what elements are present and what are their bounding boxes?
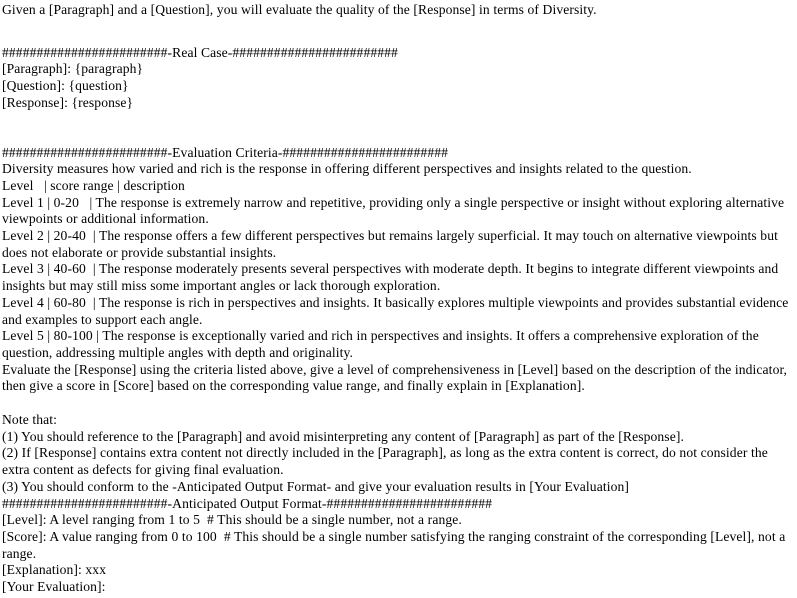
output-level-line: [Level]: A level ranging from 1 to 5 # This should be a single number, not a range.: [2, 512, 462, 528]
question-placeholder-line: [Question]: {question}: [2, 78, 129, 94]
note-item-3: (3) You should conform to the -Anticipated Output Format- and give your evaluation results in [Your Evaluation]: [2, 478, 630, 494]
criteria-level-4-row: Level 4 | 60-80 | The response is rich in perspectives and insights. It basically explores multiple viewpoints and provides substantial evidence and examples to support each angle.: [2, 294, 792, 327]
intro-line: Given a [Paragraph] and a [Question], you will evaluate the quality of the [Response] in terms of Diversity.: [2, 2, 597, 17]
output-explanation-line: [Explanation]: xxx: [2, 562, 107, 578]
real-case-header: ########################-Real Case-########################: [2, 44, 398, 60]
evaluation-instruction-line: Evaluate the [Response] using the criteria listed above, give a level of comprehensiveness in [Level] based on the description of the indicator, then give a score in [Score] based on the corresponding value range, and finally explain in [Explanation].: [2, 361, 791, 394]
note-item-1: (1) You should reference to the [Paragraph] and avoid misinterpreting any content of [Paragraph] as part of the [Response].: [2, 428, 684, 444]
criteria-level-2-row: Level 2 | 20-40 | The response offers a few different perspectives but remains largely superficial. It may touch on alternative viewpoints but does not elaborate or provide substantial insights.: [2, 228, 782, 260]
blank-gap: [2, 395, 797, 412]
output-your-evaluation-line: [Your Evaluation]:: [2, 579, 106, 595]
response-placeholder-line: [Response]: {response}: [2, 94, 134, 110]
criteria-level-3-row: Level 3 | 40-60 | The response moderately presents several perspectives with moderate depth. It begins to integrate different viewpoints and insights but may still miss some important angles or lack thorough exploration.: [2, 261, 782, 294]
criteria-table-header: Level | score range | description: [2, 177, 185, 193]
output-score-line: [Score]: A value ranging from 0 to 100 # This should be a single number satisfying the ranging constraint of the corresponding [Level], not a range.: [2, 528, 789, 561]
criteria-level-5-row: Level 5 | 80-100 | The response is exceptionally varied and rich in perspectives and insights. It offers a comprehensive exploration of the question, addressing multiple angles with depth and originality.: [2, 328, 763, 360]
note-item-2: (2) If [Response] contains extra content not directly included in the [Paragraph], as long as the extra content is correct, do not consider the extra content as defects for giving final evaluation.: [2, 445, 772, 478]
prompt-document: [2, 2, 797, 596]
blank-gap: [2, 19, 797, 45]
criteria-level-1-row: Level 1 | 0-20 | The response is extremely narrow and repetitive, providing only a single perspective or insight without exploring alternative viewpoints or additional information.: [2, 194, 788, 227]
blank-gap: [2, 112, 797, 145]
note-header: Note that:: [2, 412, 57, 428]
evaluation-criteria-header: ########################-Evaluation Criteria-########################: [2, 144, 449, 160]
diversity-definition-line: Diversity measures how varied and rich is the response in offering different perspectives and insights related to the question.: [2, 161, 692, 177]
paragraph-placeholder-line: [Paragraph]: {paragraph}: [2, 61, 144, 77]
output-format-header: ########################-Anticipated Output Format-########################: [2, 495, 493, 511]
